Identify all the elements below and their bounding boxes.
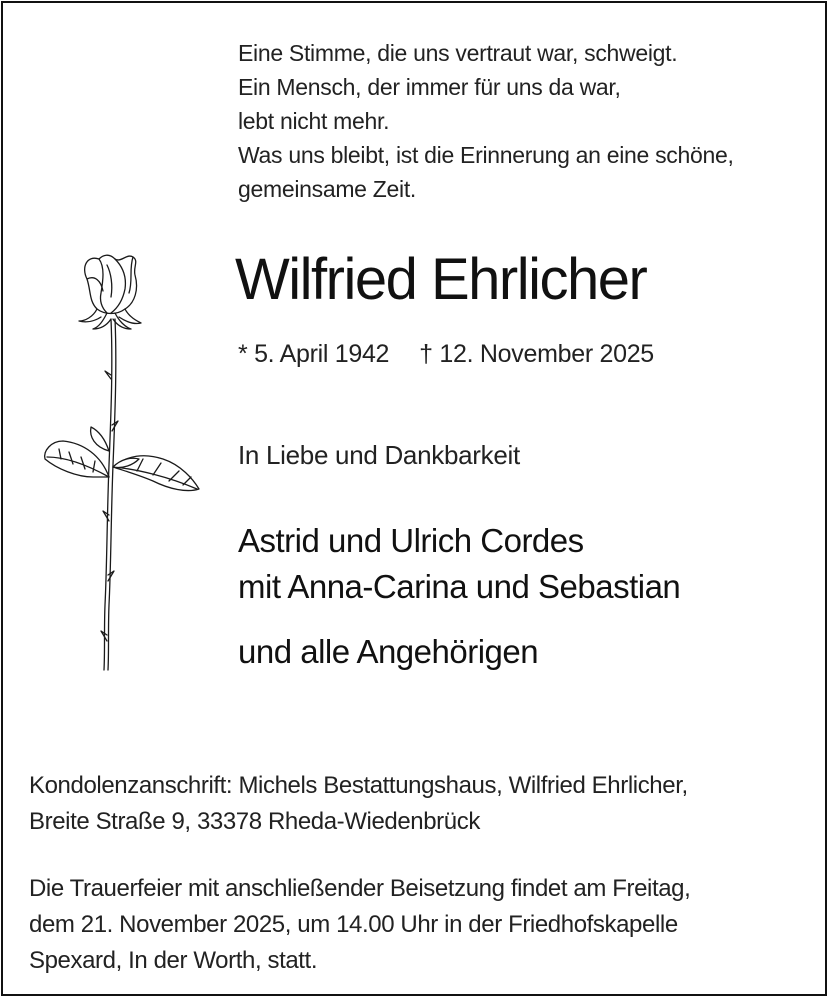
ceremony-line-2: dem 21. November 2025, um 14.00 Uhr in der Friedhofskapelle	[29, 911, 678, 938]
deceased-name: Wilfried Ehrlicher	[235, 247, 647, 312]
condolence-address	[29, 768, 688, 840]
poem	[238, 36, 734, 206]
birth-date: * 5. April 1942	[238, 340, 390, 368]
ceremony-line-3: Spexard, In der Worth, statt.	[29, 947, 318, 974]
poem-line-1: Eine Stimme, die uns vertraut war, schweigt.	[238, 40, 678, 66]
condolence-line-1: Kondolenzanschrift: Michels Bestattungshaus, Wilfried Ehrlicher,	[29, 772, 688, 799]
poem-line-2: Ein Mensch, der immer für uns da war,	[238, 74, 621, 100]
poem-line-5: gemeinsame Zeit.	[238, 176, 416, 202]
obituary-frame	[1, 1, 827, 996]
relatives: und alle Angehörigen	[238, 633, 539, 670]
mourners-line-1: Astrid und Ulrich Cordes	[238, 522, 584, 559]
dedication: In Liebe und Dankbarkeit	[238, 440, 520, 470]
mourners	[238, 518, 680, 610]
life-dates	[238, 340, 654, 369]
mourners-line-2: mit Anna-Carina und Sebastian	[238, 568, 681, 605]
death-date: † 12. November 2025	[419, 340, 654, 368]
rose-icon	[41, 245, 206, 677]
ceremony-line-1: Die Trauerfeier mit anschließender Beisetzung findet am Freitag,	[29, 875, 691, 902]
poem-line-4: Was uns bleibt, ist die Erinnerung an eine schöne,	[238, 142, 734, 168]
condolence-line-2: Breite Straße 9, 33378 Rheda-Wiedenbrück	[29, 808, 480, 835]
poem-line-3: lebt nicht mehr.	[238, 108, 390, 134]
ceremony-notice	[29, 871, 690, 979]
